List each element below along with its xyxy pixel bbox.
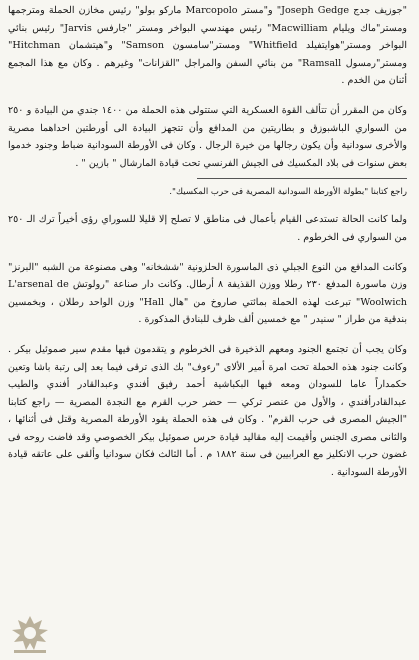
footnote: راجع كتابنا "بطولة الأورطة السودانية المصرية فى حرب المكسيك". [169,187,407,198]
paragraph-gap [8,90,407,102]
paragraph-artillery: وكانت المدافع من النوع الجبلي ذى الماسورة الحلزونية "ششخانه" وهى مصنوعة من الشبه "البرنز" وزن ماسورة المدفع ٢٣٠ رطلا ووزن القذيفة ٨ أرطال. وكانت دار صناعة "رولوتش L'arsenal de Woolwich" تبرعت لهذه الحملة بمائتي صاروخ من "هال Hall" وزن الواحد رطلان ، وبخمسين بندقية من طراز " سنيدر " مع خمسين ألف ظرف للبنادق المذكورة . [8,261,407,326]
paragraph-military-force: وكان من المقرر أن تتألف القوة العسكرية التي ستتولى هذه الحملة من ١٤٠٠ جندي من البيادة و ٢٥٠ من السواري الباشبوزق و بطاريتين من المدافع وأن تتجهز البيادة الى أورطتين احداهما مصرية والأخرى سودانية وأن يكون رجالها من خيرة الرجال . وكان فى الأورطة السودانية ضباط وجنود خدموا بعض سنوات فى بلاد المكسيك فى الجيش الفرنسي تحت قيادة المارشال " بازين " . [8,104,407,169]
footnote-rule [197,178,407,179]
paragraph-commanders: وكان يجب أن تجتمع الجنود ومعهم الذخيرة فى الخرطوم و يتقدمون فيها مقدم سير صموئيل بيكر . وكانت جنود هذه الحملة تحت امرة أمير الألاى "رءوف" بك الذى ترقى فيما بعد إلى رتبة باشا وتعين حكمداراً عاما للسودان ومعه فيها البكباشية أحمد رفيق أفندي وعبدالقادر أفندي والطيب عبدالقادرأفندي ، والأول من عنصر تركي — حضر حرب القرم مع النجدة المصرية — راجع كتابنا "الجيش المصرى فى حرب القرم" . وكان فى هذه الحملة يقود الأورطة المصرية وقتل فى أثنائها ، والثانى مصرى الجنس وأقيمت إليه مقاليد قيادة حرس صموئيل بيكر الخصوصي وقد فاضت روحه فى غضون حرب الانكليز مع العرابيين فى سنة ١٨٨٢ م . أما الثالث فكان سودانيا وألقى على عاتقه قيادة الأورطة السودانية . [8,343,407,479]
paragraph-cavalry: ولما كانت الحالة تستدعى القيام بأعمال فى مناطق لا تصلح إلا قليلا للسوراي رؤى أخيراً ترك الـ ٢٥٠ من السواري فى الخرطوم . [8,214,407,243]
library-watermark-logo [4,612,56,656]
paragraph-gap [8,329,407,341]
paragraph-gap [8,199,407,211]
paragraph-gap [8,247,407,259]
paragraph-staff-list: "جوزيف جدج Joseph Gedge" و"مستر Marcopolo مارکو بولو" رئيس مخازن الحملة ومترجمها ومستر"ماك ويليام Macwilliam" رئيس مهندسي البواخر ومستر "جارفس Jarvis" رئيس بنائي البواخر ومستر"هوايتفيلد Whitfield" ومستر"سامسون Samson" و"هيتشمان Hitchman" ومستر"رمسول Ramsall" من بنائي السفن والمراجل "القزانات" وغيرهم . وكان مع هذا المجمع أثنان من الخدم . [8,5,407,87]
